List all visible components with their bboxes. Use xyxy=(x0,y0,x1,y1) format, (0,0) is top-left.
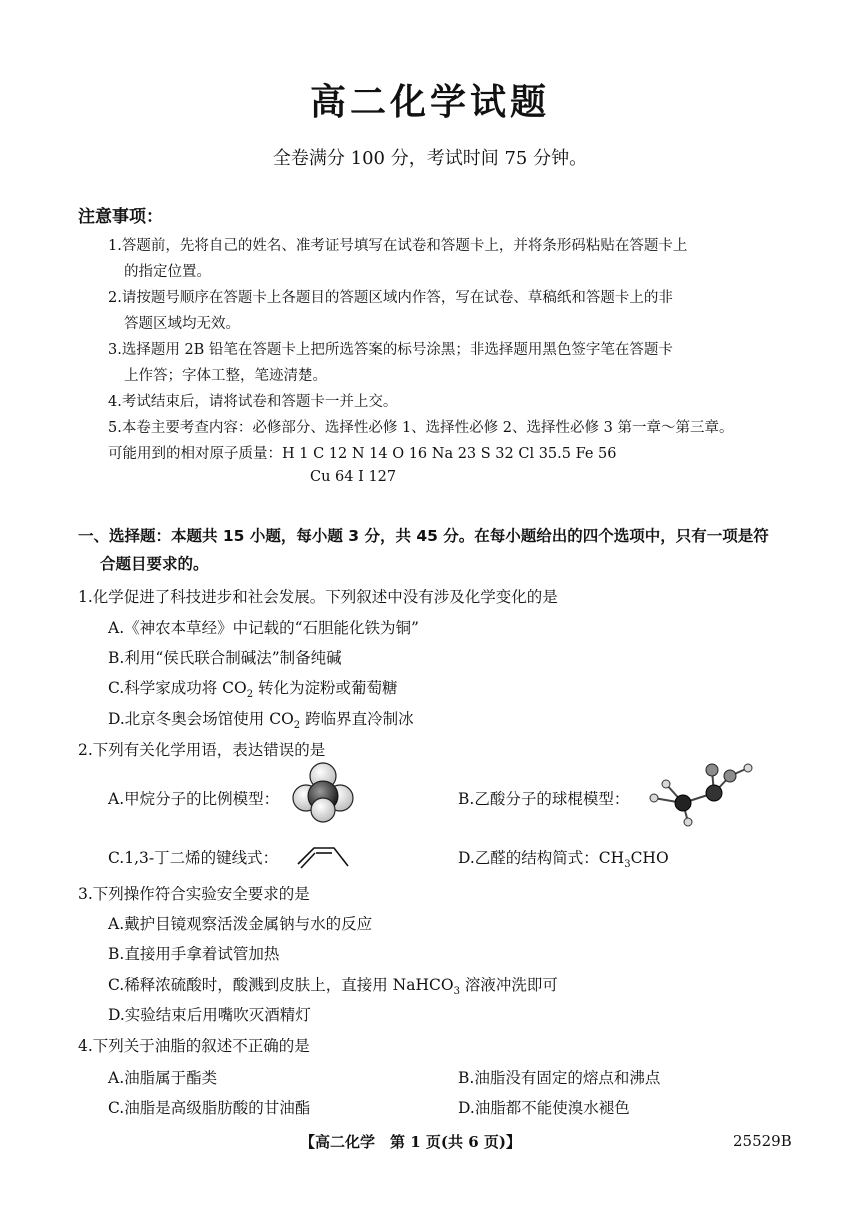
question-3-option-c xyxy=(108,973,558,997)
notice-line-1: 1.答题前，先将自己的姓名、准考证号填写在试卷和答题卡上，并将条形码粘贴在答题卡上 xyxy=(108,238,688,254)
notice-line-7: 4.考试结束后，请将试卷和答题卡一并上交。 xyxy=(108,394,398,410)
subscript: 3 xyxy=(624,859,631,871)
question-2-option-b: B.乙酸分子的球棍模型： xyxy=(458,790,630,808)
question-4-option-a: A.油脂属于酯类 xyxy=(108,1069,218,1087)
option-text: CHO xyxy=(630,849,669,867)
paper-code: 25529B xyxy=(733,1132,792,1150)
notice-line-4: 答题区域均无效。 xyxy=(124,316,240,332)
atomic-mass-line-2: Cu 64 I 127 xyxy=(310,469,397,485)
question-4-option-b: B.油脂没有固定的熔点和沸点 xyxy=(458,1069,661,1087)
section-heading: 一、选择题：本题共 15 小题，每小题 3 分，共 45 分。在每小题给出的四个选项中，只有一项是符 xyxy=(78,527,769,545)
question-2-option-c: C.1,3-丁二烯的键线式： xyxy=(108,849,279,867)
option-text: 转化为淀粉或葡萄糖 xyxy=(253,679,398,697)
question-1-option-a: A.《神农本草经》中记载的“石胆能化铁为铜” xyxy=(108,619,419,637)
page-footer: 【高二化学 第 1 页(共 6 页)】 xyxy=(300,1133,521,1151)
subscript: 2 xyxy=(293,720,301,732)
option-text: C.稀释浓硫酸时，酸溅到皮肤上，直接用 NaHCO xyxy=(108,976,454,994)
question-3-option-b: B.直接用手拿着试管加热 xyxy=(108,945,280,963)
exam-info: 全卷满分 100 分，考试时间 75 分钟。 xyxy=(272,148,588,169)
butadiene-skeletal-formula xyxy=(294,836,352,870)
subscript: 2 xyxy=(246,689,254,701)
question-4-stem: 4.下列关于油脂的叙述不正确的是 xyxy=(78,1037,310,1055)
question-4-option-c: C.油脂是高级脂肪酸的甘油酯 xyxy=(108,1099,311,1117)
atomic-mass-line-1: 可能用到的相对原子质量：H 1 C 12 N 14 O 16 Na 23 S 32 Cl 35.5 Fe 56 xyxy=(108,446,617,462)
question-3-option-a: A.戴护目镜观察活泼金属钠与水的反应 xyxy=(108,915,373,933)
notice-line-3: 2.请按题号顺序在答题卡上各题目的答题区域内作答，写在试卷、草稿纸和答题卡上的非 xyxy=(108,290,673,306)
notice-line-6: 上作答；字体工整，笔迹清楚。 xyxy=(124,368,327,384)
section-heading-cont: 合题目要求的。 xyxy=(100,555,209,573)
question-1-stem: 1.化学促进了科技进步和社会发展。下列叙述中没有涉及化学变化的是 xyxy=(78,588,558,606)
methane-space-filling-model xyxy=(292,762,354,824)
question-1-option-d xyxy=(108,707,414,731)
question-2-option-d xyxy=(458,846,669,870)
option-text: D.北京冬奥会场馆使用 CO xyxy=(108,710,294,728)
question-3-stem: 3.下列操作符合实验安全要求的是 xyxy=(78,885,310,903)
question-1-option-c xyxy=(108,676,398,700)
question-3-option-d: D.实验结束后用嘴吹灭酒精灯 xyxy=(108,1006,311,1024)
page-title: 高二化学试题 xyxy=(309,81,550,123)
option-text: C.科学家成功将 CO xyxy=(108,679,247,697)
option-text: 溶液冲洗即可 xyxy=(459,976,558,994)
question-2-stem: 2.下列有关化学用语，表达错误的是 xyxy=(78,741,326,759)
question-1-option-b: B.利用“侯氏联合制碱法”制备纯碱 xyxy=(108,649,342,667)
notice-heading: 注意事项： xyxy=(78,207,163,227)
option-text: 跨临界直冷制冰 xyxy=(300,710,414,728)
notice-line-5: 3.选择题用 2B 铅笔在答题卡上把所选答案的标号涂黑；非选择题用黑色签字笔在答题卡 xyxy=(108,342,673,358)
notice-line-2: 的指定位置。 xyxy=(124,264,211,280)
question-4-option-d: D.油脂都不能使溴水褪色 xyxy=(458,1099,630,1117)
acetic-acid-ball-stick-model xyxy=(648,760,756,830)
question-2-option-a: A.甲烷分子的比例模型： xyxy=(108,790,280,808)
notice-line-8: 5.本卷主要考查内容：必修部分、选择性必修 1、选择性必修 2、选择性必修 3 第一章～第三章。 xyxy=(108,420,734,436)
subscript: 3 xyxy=(453,986,460,998)
option-text: D.乙醛的结构简式：CH xyxy=(458,849,625,867)
